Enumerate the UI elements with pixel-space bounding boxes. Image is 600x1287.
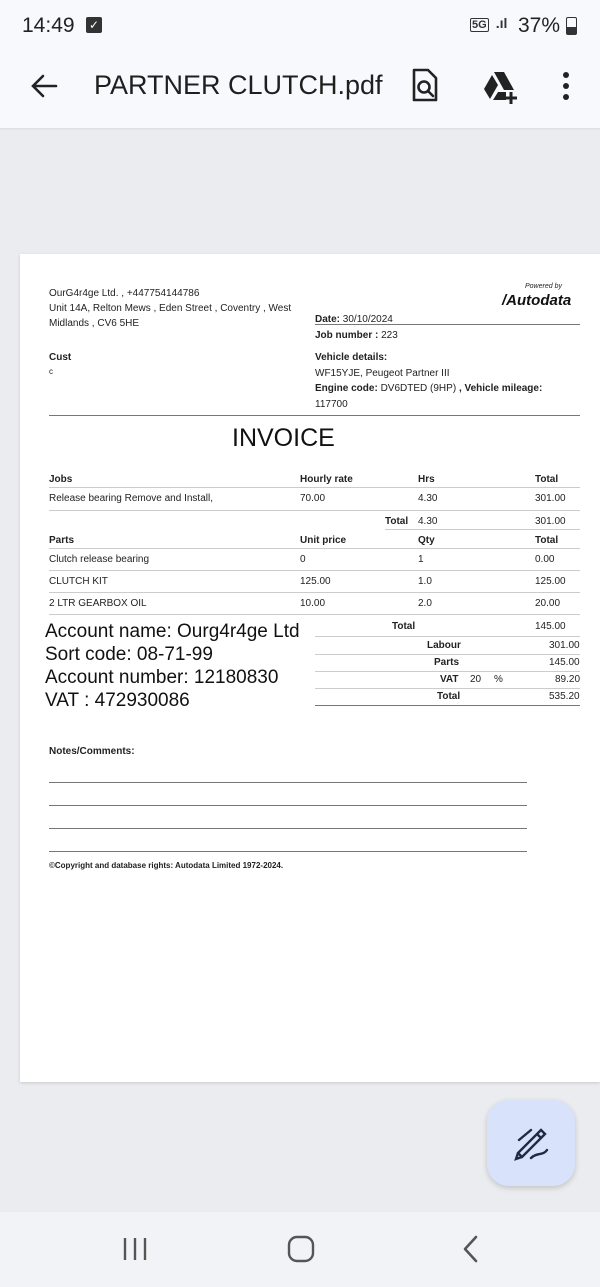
notes-line [49, 782, 527, 783]
part-row-name: 2 LTR GEARBOX OIL [49, 598, 147, 609]
hrs-header: Hrs [418, 474, 435, 485]
table-divider [49, 510, 580, 511]
invoice-heading: INVOICE [232, 424, 335, 452]
clock: 14:49 [22, 14, 75, 37]
back-arrow-icon[interactable] [26, 68, 62, 104]
notes-line [49, 851, 527, 852]
vat-value: 89.20 [555, 674, 581, 685]
grand-total-value: 535.20 [549, 691, 580, 702]
app-bar [0, 52, 600, 128]
annotate-button[interactable] [487, 1100, 575, 1186]
jobs-total-value: 301.00 [535, 516, 566, 527]
autodata-brand: Autodata [506, 292, 572, 309]
customer-value: c [49, 367, 53, 376]
document-title: PARTNER CLUTCH.pdf [94, 70, 383, 100]
part-row-name: CLUTCH KIT [49, 576, 108, 587]
table-divider [385, 529, 580, 530]
notes-line [49, 805, 527, 806]
part-row-price: 0 [300, 554, 306, 565]
table-divider [315, 636, 580, 637]
job-row-total: 301.00 [535, 493, 566, 504]
labour-label: Labour [427, 640, 461, 651]
jobs-header: Jobs [49, 474, 73, 485]
date-value: 30/10/2024 [342, 314, 393, 325]
part-row-price: 10.00 [300, 598, 326, 609]
part-row-total: 20.00 [535, 598, 561, 609]
parts-total-label: Total [392, 621, 416, 632]
part-row-qty: 1.0 [418, 576, 432, 587]
labour-value: 301.00 [549, 640, 580, 651]
part-row-price: 125.00 [300, 576, 331, 587]
find-in-document-icon[interactable] [406, 66, 442, 106]
parts-summary-label: Parts [434, 657, 460, 668]
notes-label: Notes/Comments: [49, 746, 135, 757]
home-icon[interactable] [284, 1232, 318, 1266]
table-divider [315, 671, 580, 672]
vat-percent-sign: % [494, 674, 503, 685]
edit-pen-icon [487, 1100, 575, 1186]
engine-line [315, 383, 542, 394]
account-name: Account name: Ourg4r4ge Ltd [45, 621, 300, 642]
parts-total-header: Total [535, 535, 559, 546]
jobs-total-header: Total [535, 474, 559, 485]
table-divider [49, 487, 580, 488]
vat-number: VAT : 472930086 [45, 690, 190, 711]
table-divider [49, 614, 580, 615]
table-divider [49, 592, 580, 593]
engine-label: Engine code: [315, 383, 378, 394]
company-line-3: Midlands , CV6 5HE [49, 318, 140, 329]
job-row-description: Release bearing Remove and Install, [49, 493, 213, 504]
account-number: Account number: 12180830 [45, 667, 279, 688]
part-row-total: 0.00 [535, 554, 555, 565]
parts-header: Parts [49, 535, 75, 546]
add-to-drive-icon[interactable] [480, 66, 520, 106]
notification-check-icon: ✓ [86, 17, 102, 33]
network-5g-icon [470, 15, 507, 31]
unit-price-header: Unit price [300, 535, 347, 546]
status-bar [0, 0, 600, 52]
company-line-2: Unit 14A, Relton Mews , Eden Street , Coventry , West [49, 303, 292, 314]
vat-label: VAT [440, 674, 459, 685]
signal-icon: .ıl [495, 15, 508, 31]
table-divider [315, 688, 580, 689]
copyright: ©Copyright and database rights: Autodata Limited 1972-2024. [49, 861, 284, 870]
network-type: 5G [472, 19, 487, 31]
sort-code: Sort code: 08-71-99 [45, 644, 213, 665]
more-options-icon[interactable] [548, 66, 584, 106]
customer-label: Cust [49, 352, 72, 363]
company-line-1: OurG4r4ge Ltd. , +447754144786 [49, 288, 200, 299]
table-divider [49, 570, 580, 571]
battery-percent: 37% [518, 14, 561, 37]
part-row-name: Clutch release bearing [49, 554, 150, 565]
part-row-qty: 2.0 [418, 598, 432, 609]
notes-line [49, 828, 527, 829]
date-label: Date: [315, 314, 341, 325]
battery-icon [566, 17, 577, 35]
back-nav-icon[interactable] [454, 1232, 488, 1266]
recent-apps-icon[interactable] [118, 1234, 152, 1264]
powered-by-label: Powered by [525, 283, 562, 290]
mileage-label: , Vehicle mileage: [458, 383, 543, 394]
jobs-total-label: Total [385, 516, 409, 527]
parts-total-value: 145.00 [535, 621, 566, 632]
autodata-logo: /Autodata [502, 292, 572, 309]
parts-summary-value: 145.00 [549, 657, 580, 668]
jobs-total-hrs: 4.30 [418, 516, 438, 527]
job-label: Job number : [315, 330, 379, 341]
pdf-page[interactable] [20, 254, 600, 1082]
job-line [315, 330, 398, 341]
customer-divider [49, 415, 580, 416]
engine-value: DV6DTED (9HP) [380, 383, 457, 394]
table-divider [49, 548, 580, 549]
vat-rate: 20 [470, 674, 482, 685]
vehicle-value: WF15YJE, Peugeot Partner III [315, 368, 450, 379]
mileage-value: 117700 [315, 399, 348, 410]
summary-divider [315, 705, 580, 706]
job-value: 223 [381, 330, 398, 341]
grand-total-label: Total [437, 691, 461, 702]
hourly-rate-header: Hourly rate [300, 474, 353, 485]
part-row-total: 125.00 [535, 576, 566, 587]
job-row-rate: 70.00 [300, 493, 326, 504]
qty-header: Qty [418, 535, 435, 546]
vehicle-label: Vehicle details: [315, 352, 388, 363]
part-row-qty: 1 [418, 554, 424, 565]
job-row-hrs: 4.30 [418, 493, 438, 504]
table-divider [315, 654, 580, 655]
navigation-bar [0, 1212, 600, 1287]
date-line [315, 314, 393, 325]
